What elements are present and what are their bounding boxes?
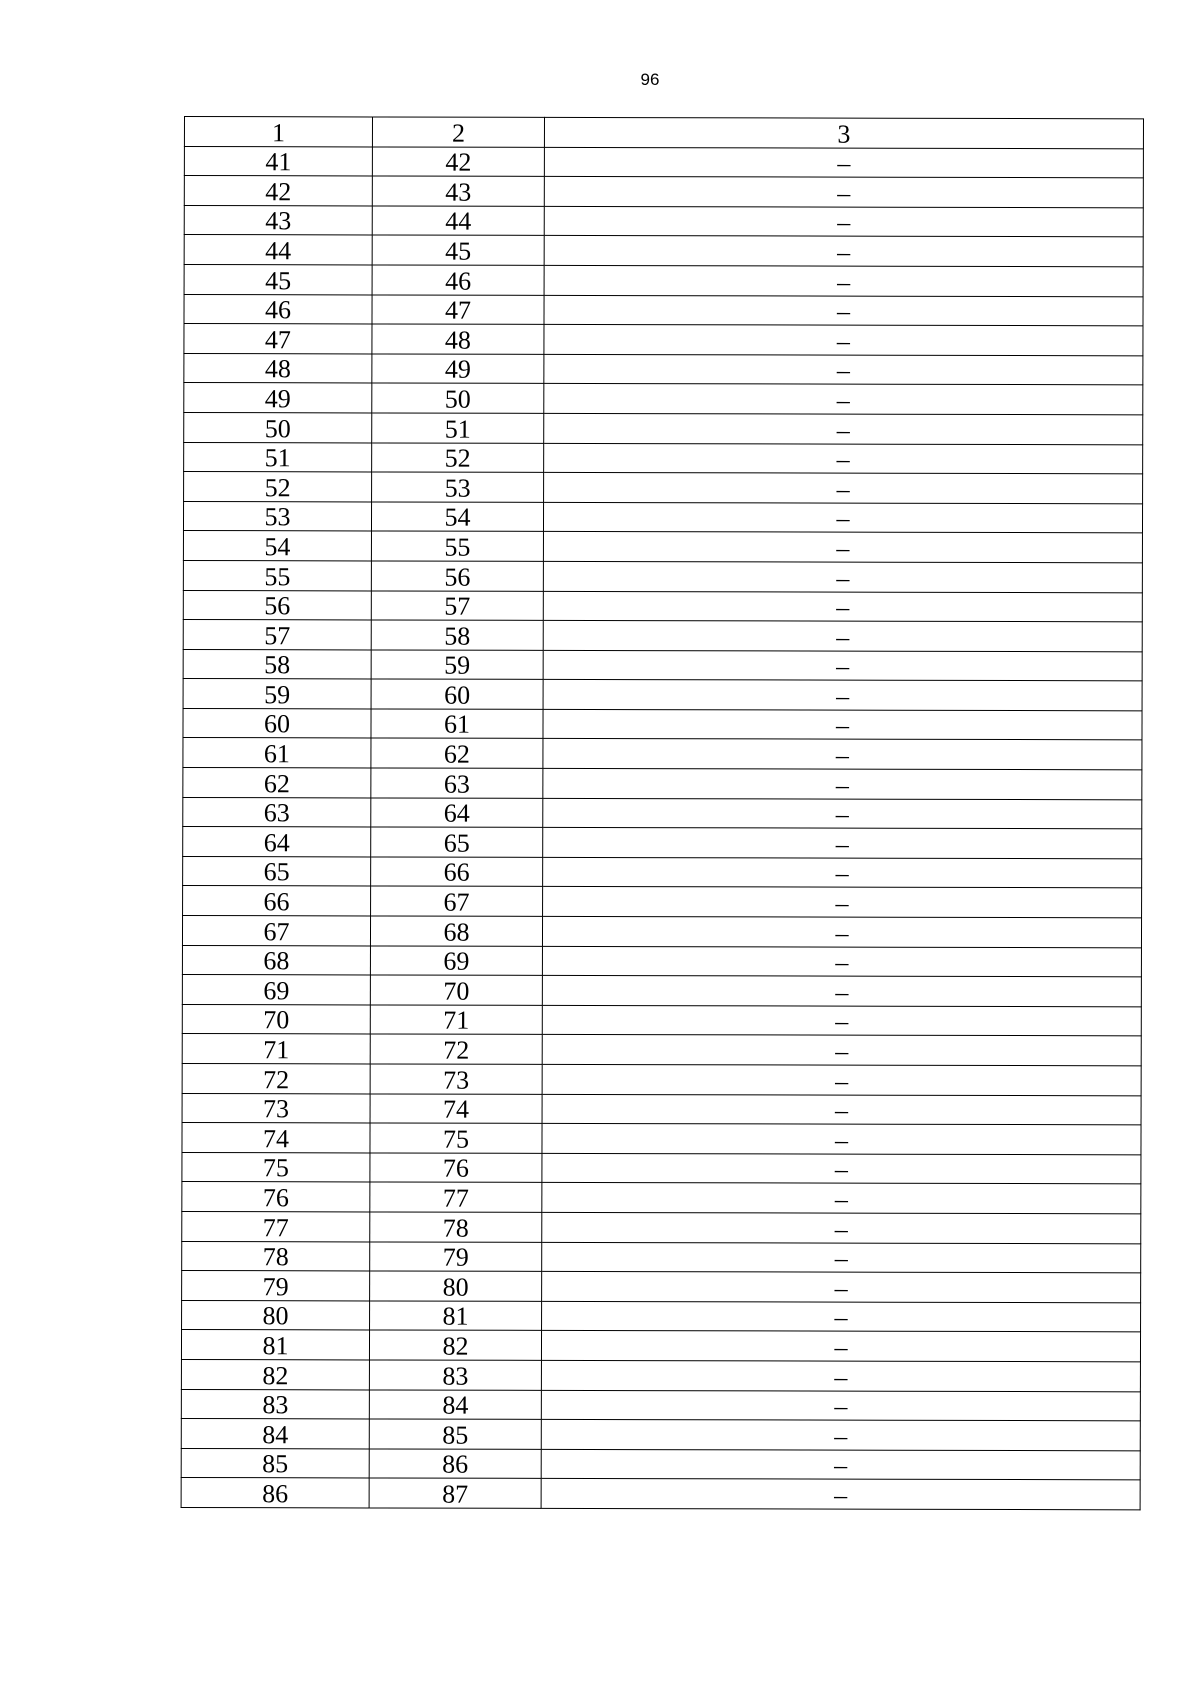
table-cell-col-2: 74 (370, 1094, 542, 1124)
table-cell-col-1: 75 (182, 1152, 370, 1182)
table-cell-col-2: 58 (371, 620, 543, 650)
table-cell-col-2: 61 (371, 709, 543, 739)
table-cell-col-2: 87 (369, 1478, 541, 1508)
table-cell-col-2: 71 (370, 1005, 542, 1035)
table-cell-col-2: 57 (371, 590, 543, 620)
table-cell-col-2: 52 (372, 442, 544, 472)
table-row (183, 827, 1142, 859)
table-cell-col-1: 52 (184, 472, 372, 502)
table-cell-col-3: – (542, 916, 1141, 947)
table-cell-col-1: 74 (182, 1123, 370, 1153)
table-row (183, 560, 1142, 592)
header-cell-3: 3 (544, 117, 1143, 148)
table-cell-col-3: – (544, 473, 1143, 504)
table-cell-col-3: – (541, 1479, 1140, 1510)
table-row (181, 1478, 1140, 1510)
table-cell-col-3: – (544, 147, 1143, 178)
table-row (183, 620, 1142, 652)
table-cell-col-1: 62 (183, 768, 371, 798)
table-row (181, 1448, 1140, 1480)
table-cell-col-3: – (541, 1420, 1140, 1451)
table-cell-col-3: – (542, 1153, 1141, 1184)
table-cell-col-3: – (543, 502, 1142, 533)
table-row (184, 442, 1143, 474)
table-cell-col-3: – (543, 798, 1142, 829)
data-table (181, 116, 1144, 1510)
table-row (182, 1004, 1141, 1036)
header-cell-1: 1 (184, 117, 372, 147)
table-cell-col-2: 81 (370, 1301, 542, 1331)
table-row (182, 945, 1141, 977)
table-cell-col-1: 53 (183, 501, 371, 531)
table-row (184, 176, 1143, 208)
table-cell-col-2: 80 (370, 1271, 542, 1301)
table-row (183, 856, 1142, 888)
table-cell-col-2: 44 (372, 206, 544, 236)
table-cell-col-2: 84 (369, 1389, 541, 1419)
header-cell-2: 2 (372, 117, 544, 147)
table-cell-col-2: 48 (372, 324, 544, 354)
table-cell-col-1: 45 (184, 264, 372, 294)
table-row (184, 146, 1143, 178)
table-row (183, 797, 1142, 829)
table-row (184, 294, 1143, 326)
table-cell-col-3: – (542, 1035, 1141, 1066)
table-row (182, 1093, 1141, 1125)
table-cell-col-1: 46 (184, 294, 372, 324)
table-row (183, 501, 1142, 533)
table-row (184, 205, 1143, 237)
table-row (182, 1211, 1141, 1243)
table-cell-col-2: 72 (370, 1034, 542, 1064)
table-row (182, 1241, 1141, 1273)
table-cell-col-2: 69 (370, 946, 542, 976)
table-cell-col-1: 69 (182, 975, 370, 1005)
table-cell-col-2: 70 (370, 975, 542, 1005)
table-cell-col-1: 50 (184, 412, 372, 442)
table-cell-col-2: 66 (371, 857, 543, 887)
table-cell-col-3: – (542, 946, 1141, 977)
table-row (182, 916, 1141, 948)
table-row (183, 768, 1142, 800)
table-cell-col-3: – (543, 709, 1142, 740)
table-cell-col-3: – (542, 1183, 1141, 1214)
table-cell-col-3: – (543, 768, 1142, 799)
table-cell-col-2: 85 (369, 1419, 541, 1449)
table-cell-col-2: 73 (370, 1064, 542, 1094)
table-cell-col-2: 68 (370, 916, 542, 946)
table-cell-col-3: – (544, 236, 1143, 267)
table-cell-col-3: – (543, 532, 1142, 563)
table-cell-col-2: 75 (370, 1123, 542, 1153)
table-cell-col-2: 63 (371, 768, 543, 798)
table-cell-col-2: 64 (371, 798, 543, 828)
table-cell-col-3: – (541, 1360, 1140, 1391)
table-row (184, 264, 1143, 296)
table-cell-col-3: – (542, 1094, 1141, 1125)
table-cell-col-2: 76 (370, 1153, 542, 1183)
table-cell-col-1: 49 (184, 383, 372, 413)
table-cell-col-2: 56 (371, 561, 543, 591)
table-cell-col-3: – (542, 1212, 1141, 1243)
table-row (184, 472, 1143, 504)
table-cell-col-2: 54 (371, 502, 543, 532)
table-cell-col-1: 44 (184, 235, 372, 265)
table-row (183, 679, 1142, 711)
table-cell-col-3: – (542, 1301, 1141, 1332)
table-cell-col-1: 85 (181, 1448, 369, 1478)
table-cell-col-3: – (543, 620, 1142, 651)
table-cell-col-3: – (543, 828, 1142, 859)
page-number: 96 (640, 70, 660, 89)
table-cell-col-1: 65 (183, 856, 371, 886)
table-cell-col-2: 60 (371, 679, 543, 709)
table-cell-col-3: – (542, 1242, 1141, 1273)
table-cell-col-3: – (544, 325, 1143, 356)
table-cell-col-1: 83 (181, 1389, 369, 1419)
table-row (181, 1330, 1140, 1362)
table-row (182, 1182, 1141, 1214)
table-row (182, 1034, 1141, 1066)
table-row (182, 1123, 1141, 1155)
table-cell-col-3: – (543, 680, 1142, 711)
table-row (184, 235, 1143, 267)
table-cell-col-2: 59 (371, 650, 543, 680)
table-row (183, 531, 1142, 563)
table-cell-col-1: 79 (182, 1271, 370, 1301)
table-cell-col-2: 82 (369, 1330, 541, 1360)
table-row (183, 649, 1142, 681)
table-body (181, 117, 1143, 1510)
table-row (183, 708, 1142, 740)
table-cell-col-2: 79 (370, 1242, 542, 1272)
table-cell-col-1: 42 (184, 176, 372, 206)
table-cell-col-2: 50 (372, 383, 544, 413)
table-cell-col-3: – (541, 1331, 1140, 1362)
table-cell-col-3: – (544, 413, 1143, 444)
table-cell-col-1: 60 (183, 708, 371, 738)
table-cell-col-1: 66 (183, 886, 371, 916)
table-row (184, 353, 1143, 385)
table-cell-col-3: – (541, 1390, 1140, 1421)
table-cell-col-1: 71 (182, 1034, 370, 1064)
table-cell-col-3: – (544, 354, 1143, 385)
table-cell-col-1: 47 (184, 324, 372, 354)
table-cell-col-2: 65 (371, 827, 543, 857)
table-header-row (184, 117, 1143, 149)
table-cell-col-3: – (543, 650, 1142, 681)
table-row (184, 383, 1143, 415)
table-row (182, 1063, 1141, 1095)
table-cell-col-3: – (543, 591, 1142, 622)
table-cell-col-2: 53 (372, 472, 544, 502)
table-cell-col-1: 55 (183, 560, 371, 590)
table-cell-col-1: 72 (182, 1063, 370, 1093)
table-cell-col-2: 83 (369, 1360, 541, 1390)
table-cell-col-1: 54 (183, 531, 371, 561)
table-cell-col-1: 70 (182, 1004, 370, 1034)
table-cell-col-2: 43 (372, 176, 544, 206)
table-cell-col-1: 76 (182, 1182, 370, 1212)
table-cell-col-1: 82 (181, 1359, 369, 1389)
table-cell-col-2: 78 (370, 1212, 542, 1242)
table-cell-col-1: 80 (182, 1300, 370, 1330)
table-row (183, 738, 1142, 770)
table-cell-col-2: 77 (370, 1182, 542, 1212)
table-cell-col-1: 41 (184, 146, 372, 176)
table-cell-col-1: 61 (183, 738, 371, 768)
table-cell-col-1: 78 (182, 1241, 370, 1271)
table-row (184, 324, 1143, 356)
table-cell-col-3: – (543, 739, 1142, 770)
table-cell-col-2: 55 (371, 531, 543, 561)
table-cell-col-1: 63 (183, 797, 371, 827)
table-cell-col-3: – (544, 443, 1143, 474)
table-cell-col-3: – (543, 561, 1142, 592)
table-cell-col-2: 42 (372, 147, 544, 177)
table-cell-col-3: – (544, 265, 1143, 296)
table-row (183, 590, 1142, 622)
table-cell-col-1: 67 (182, 916, 370, 946)
table-cell-col-1: 57 (183, 620, 371, 650)
table-row (181, 1389, 1140, 1421)
table-cell-col-3: – (542, 1124, 1141, 1155)
table-cell-col-2: 86 (369, 1449, 541, 1479)
table-cell-col-2: 46 (372, 265, 544, 295)
table-row (181, 1419, 1140, 1451)
table-cell-col-3: – (542, 1272, 1141, 1303)
table-cell-col-2: 51 (372, 413, 544, 443)
table-row (183, 886, 1142, 918)
table-cell-col-3: – (543, 857, 1142, 888)
table-cell-col-2: 45 (372, 235, 544, 265)
table-row (184, 412, 1143, 444)
table-cell-col-3: – (542, 976, 1141, 1007)
table-cell-col-1: 86 (181, 1478, 369, 1508)
table-row (182, 975, 1141, 1007)
table-cell-col-1: 58 (183, 649, 371, 679)
table-cell-col-1: 43 (184, 205, 372, 235)
table-cell-col-3: – (543, 887, 1142, 918)
table-cell-col-3: – (542, 1005, 1141, 1036)
table-cell-col-2: 49 (372, 354, 544, 384)
table-cell-col-1: 84 (181, 1419, 369, 1449)
table-cell-col-1: 64 (183, 827, 371, 857)
table-cell-col-3: – (541, 1449, 1140, 1480)
table-row (182, 1300, 1141, 1332)
table-cell-col-3: – (544, 384, 1143, 415)
table-cell-col-3: – (544, 206, 1143, 237)
table-cell-col-1: 59 (183, 679, 371, 709)
table-cell-col-3: – (544, 177, 1143, 208)
table-cell-col-2: 47 (372, 295, 544, 325)
table-cell-col-3: – (544, 295, 1143, 326)
table-cell-col-2: 62 (371, 738, 543, 768)
table-cell-col-2: 67 (371, 886, 543, 916)
table-cell-col-1: 73 (182, 1093, 370, 1123)
table-cell-col-1: 68 (182, 945, 370, 975)
table-cell-col-1: 81 (181, 1330, 369, 1360)
table-row (181, 1359, 1140, 1391)
table-cell-col-1: 51 (184, 442, 372, 472)
table-row (182, 1152, 1141, 1184)
table-cell-col-1: 56 (183, 590, 371, 620)
table-row (182, 1271, 1141, 1303)
table-cell-col-1: 77 (182, 1211, 370, 1241)
table-cell-col-3: – (542, 1064, 1141, 1095)
table-cell-col-1: 48 (184, 353, 372, 383)
